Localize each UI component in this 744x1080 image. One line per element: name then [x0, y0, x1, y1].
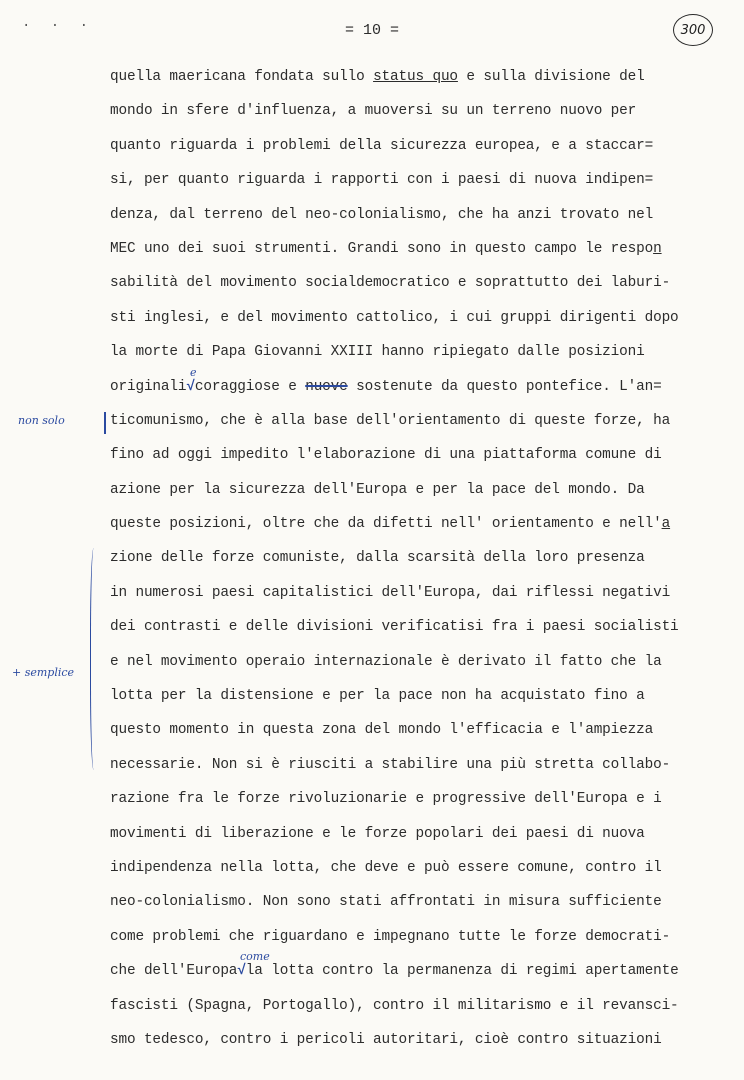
text-line: neo-colonialismo. Non sono stati affrontati in misura sufficiente [110, 894, 662, 911]
text-line: si, per quanto riguarda i rapporti con i paesi di nuova indipen= [110, 172, 654, 189]
text-line: ticomunismo, che è alla base dell'orientamento di queste forze, ha [110, 412, 671, 429]
text-line: zione delle forze comuniste, dalla scarsità della loro presenza [110, 550, 645, 567]
text-line: denza, dal terreno del neo-colonialismo, che ha anzi trovato nel [110, 206, 654, 223]
text-line: MEC uno dei suoi strumenti. Grandi sono in questo campo le respon [110, 240, 662, 257]
page-number: = 10 = [344, 22, 399, 39]
text-line: che dell'Europa√la lotta contro la permanenza di regimi apertamente [110, 963, 679, 980]
text-line: in numerosi paesi capitalistici dell'Europa, dai riflessi negativi [110, 584, 671, 601]
text-line: smo tedesco, contro i pericoli autoritari, cioè contro situazioni [110, 1031, 662, 1048]
text-line: quella maericana fondata sullo status quo e sulla divisione del [110, 69, 645, 85]
margin-bracket [90, 548, 99, 770]
text-line: fascisti (Spagna, Portogallo), contro il militarismo e il revansci- [110, 997, 679, 1014]
text-line: sabilità del movimento socialdemocratico e soprattutto dei laburi- [110, 275, 671, 292]
text-line: quanto riguarda i problemi della sicurezza europea, e a staccar= [110, 137, 654, 154]
margin-note-non-solo: non solo [18, 414, 65, 427]
text-line: dei contrasti e delle divisioni verificatisi fra i paesi socialisti [110, 619, 679, 636]
typed-body [110, 60, 710, 1057]
text-line: sti inglesi, e del movimento cattolico, i cui gruppi dirigenti dopo [110, 309, 679, 326]
archive-stamp-number: 300 [673, 14, 713, 46]
text-line: lotta per la distensione e per la pace non ha acquistato fino a [110, 688, 645, 705]
handwritten-insertion-come: come [240, 950, 270, 963]
margin-bar [104, 412, 106, 434]
text-line: razione fra le forze rivoluzionarie e progressive dell'Europa e i [110, 791, 662, 808]
text-line: indipendenza nella lotta, che deve e può essere comune, contro il [110, 859, 662, 876]
text-line: necessarie. Non si è riusciti a stabilire una più stretta collabo- [110, 756, 671, 773]
text-line: fino ad oggi impedito l'elaborazione di una piattaforma comune di [110, 447, 662, 464]
text-line: e nel movimento operaio internazionale è derivato il fatto che la [110, 653, 662, 670]
corner-marks: · · · [22, 18, 95, 34]
text-line: originali√coraggiose e nuove sostenute da questo pontefice. L'an= [110, 378, 662, 395]
margin-note-semplice: + semplice [12, 666, 75, 679]
text-line: movimenti di liberazione e le forze popolari dei paesi di nuova [110, 825, 645, 842]
underlined-phrase: status quo [373, 69, 458, 85]
insertion-caret: √ [237, 963, 246, 980]
insertion-caret: √ [186, 378, 195, 395]
text-line: queste posizioni, oltre che da difetti nell' orientamento e nell'a [110, 516, 671, 533]
text-line: questo momento in questa zona del mondo l'efficacia e l'ampiezza [110, 722, 654, 739]
text-line: mondo in sfere d'influenza, a muoversi su un terreno nuovo per [110, 103, 637, 120]
text-line: come problemi che riguardano e impegnano tutte le forze democrati- [110, 928, 671, 945]
struck-word: nuove [305, 378, 348, 395]
text-line: la morte di Papa Giovanni XXIII hanno ripiegato dalle posizioni [110, 344, 645, 361]
text-line: azione per la sicurezza dell'Europa e per la pace del mondo. Da [110, 481, 645, 498]
handwritten-insertion-e: e [190, 366, 197, 379]
